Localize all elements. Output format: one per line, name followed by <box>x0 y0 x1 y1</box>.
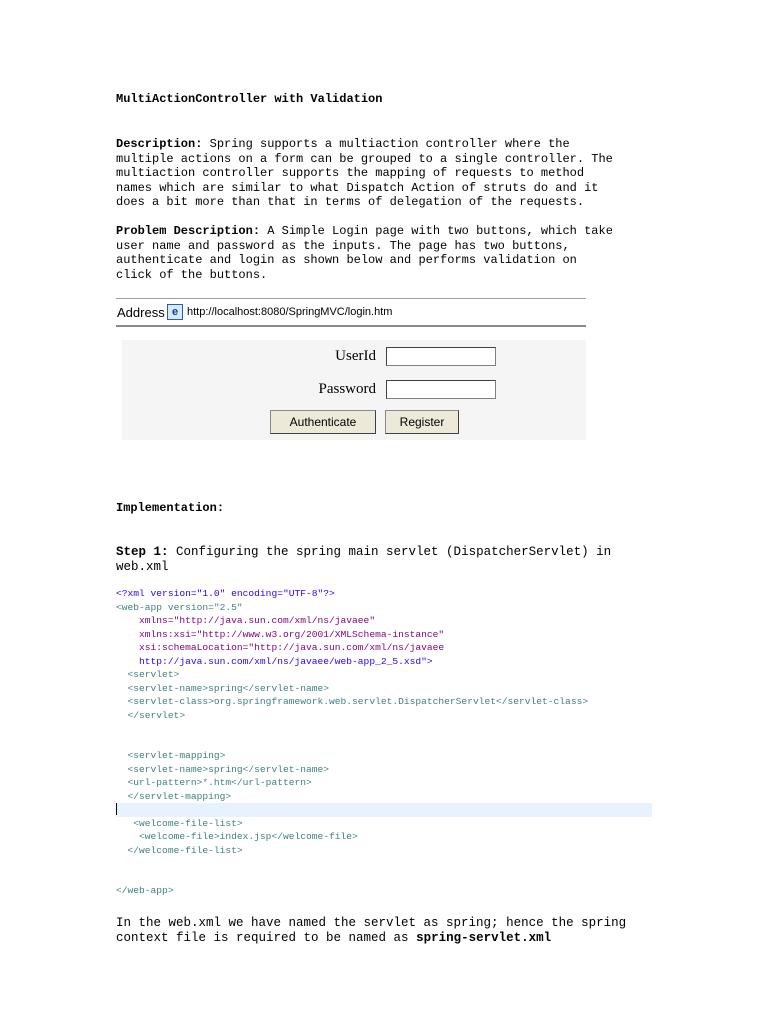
userid-input[interactable] <box>386 347 496 366</box>
problem-label: Problem Description: <box>116 224 261 238</box>
problem-paragraph <box>116 224 676 282</box>
code-line: <welcome-file>index.jsp</welcome-file> <box>116 831 358 842</box>
code-line: <servlet-class>org.springframework.web.servlet.DispatcherServlet</servlet-class> <box>116 696 589 707</box>
address-url[interactable]: http://localhost:8080/SpringMVC/login.htm <box>187 306 393 318</box>
problem-line-4: click of the buttons. <box>116 267 268 282</box>
code-line: </welcome-file-list> <box>116 844 243 856</box>
code-line: xmlns="http://java.sun.com/xml/ns/javaee" <box>116 615 376 626</box>
step1-line-1: Configuring the spring main servlet (DispatcherServlet) in <box>168 545 612 559</box>
page-icon: e <box>167 304 183 320</box>
code-line: <servlet-mapping> <box>116 750 226 761</box>
code-line: <welcome-file-list> <box>116 817 243 829</box>
spring-servlet-filename: spring-servlet.xml <box>416 930 552 945</box>
description-label: Description: <box>116 137 203 151</box>
implementation-heading: Implementation: <box>116 501 225 515</box>
code-line: <servlet> <box>116 669 180 680</box>
userid-label: UserId <box>335 348 376 364</box>
login-form-panel <box>122 340 586 440</box>
code-line: xmlns:xsi="http://www.w3.org/2001/XMLSchema-instance" <box>116 628 445 640</box>
code-line: <servlet-name>spring</servlet-name> <box>116 763 330 775</box>
webxml-code-block <box>116 587 652 898</box>
document-title: MultiActionController with Validation <box>116 92 383 106</box>
step1-paragraph <box>116 545 676 574</box>
step1-label: Step 1: <box>116 545 169 559</box>
problem-line-2: user name and password as the inputs. The page has two buttons, <box>116 238 570 253</box>
browser-address-bar <box>116 298 586 327</box>
closing-line-1: In the web.xml we have named the servlet as spring; hence the spring <box>116 916 627 930</box>
code-line: </servlet-mapping> <box>116 790 232 802</box>
code-line: <?xml version="1.0" encoding="UTF-8"?> <box>116 588 335 599</box>
code-line: <servlet-name>spring</servlet-name> <box>116 682 330 694</box>
description-line-4: names which are similar to what Dispatch Action of struts do and it <box>116 180 599 195</box>
code-line: xsi:schemaLocation="http://java.sun.com/xml/ns/javaee <box>116 642 445 653</box>
code-line: <url-pattern>*.htm</url-pattern> <box>116 777 312 788</box>
closing-paragraph <box>116 916 676 945</box>
code-line: <web-app version="2.5" <box>116 601 243 613</box>
code-line: </servlet> <box>116 709 186 721</box>
password-label: Password <box>318 381 376 397</box>
problem-line-3: authenticate and login as shown below and performs validation on <box>116 253 577 268</box>
problem-line-1: A Simple Login page with two buttons, which take <box>260 224 613 238</box>
description-line-3: multiaction controller supports the mapping of requests to method <box>116 166 585 181</box>
register-button[interactable]: Register <box>385 410 459 434</box>
text-cursor <box>116 803 117 815</box>
step1-line-2: web.xml <box>116 559 169 574</box>
description-paragraph <box>116 137 676 210</box>
description-line-2: multiple actions on a form can be grouped to a single controller. The <box>116 151 613 166</box>
address-label: Address <box>117 304 165 320</box>
code-line: http://java.sun.com/xml/ns/javaee/web-app_2_5.xsd"> <box>116 655 433 667</box>
password-input[interactable] <box>386 380 496 399</box>
description-line-5: does a bit more than that in terms of delegation of the requests. <box>116 195 585 210</box>
code-line: </web-app> <box>116 885 174 896</box>
code-cursor-line <box>116 803 652 817</box>
closing-line-2: context file is required to be named as <box>116 930 417 945</box>
authenticate-button[interactable]: Authenticate <box>270 410 376 434</box>
description-line-1: Spring supports a multiaction controller where the <box>202 137 570 151</box>
